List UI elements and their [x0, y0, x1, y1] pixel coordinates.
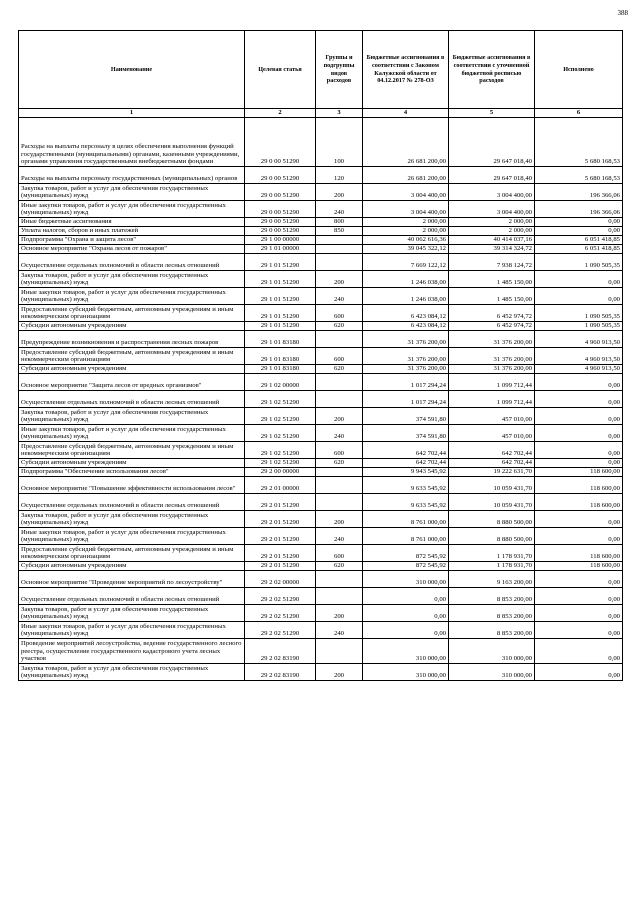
- row-group-code: [316, 236, 363, 245]
- row-executed-amount: 0,00: [535, 528, 623, 545]
- row-executed-amount: 0,00: [535, 664, 623, 681]
- row-target-code: 29 0 00 51290: [245, 218, 316, 227]
- row-group-code: [316, 477, 363, 494]
- row-target-code: 29 2 01 51290: [245, 562, 316, 571]
- row-executed-amount: 0,00: [535, 408, 623, 425]
- row-name: Осуществление отдельных полномочий в области лесных отношений: [19, 588, 245, 605]
- row-law-amount: 3 004 400,00: [363, 184, 449, 201]
- row-executed-amount: 4 960 913,50: [535, 365, 623, 374]
- row-executed-amount: 0,00: [535, 605, 623, 622]
- header-refined: Бюджетные ассигнования в соответствии с уточненной бюджетной росписью расходов: [449, 31, 535, 109]
- row-group-code: 600: [316, 545, 363, 562]
- row-group-code: 620: [316, 562, 363, 571]
- row-executed-amount: 196 366,06: [535, 184, 623, 201]
- row-group-code: 200: [316, 664, 363, 681]
- row-name: Предоставление субсидий бюджетным, автономным учреждениям и иным некоммерческим организациям: [19, 305, 245, 322]
- row-target-code: 29 1 02 00000: [245, 374, 316, 391]
- row-name: Закупка товаров, работ и услуг для обеспечения государственных (муниципальных) нужд: [19, 664, 245, 681]
- table-body: [19, 118, 623, 681]
- row-target-code: 29 1 01 00000: [245, 245, 316, 254]
- row-law-amount: 2 000,00: [363, 227, 449, 236]
- table-row: [19, 639, 623, 664]
- table-row: [19, 331, 623, 348]
- row-name: Осуществление отдельных полномочий в области лесных отношений: [19, 391, 245, 408]
- column-number: 2: [245, 109, 316, 118]
- row-executed-amount: 6 051 418,85: [535, 236, 623, 245]
- row-executed-amount: 0,00: [535, 571, 623, 588]
- row-refined-amount: 2 000,00: [449, 227, 535, 236]
- row-law-amount: 6 423 084,12: [363, 305, 449, 322]
- row-group-code: 240: [316, 622, 363, 639]
- table-row: [19, 271, 623, 288]
- row-target-code: 29 0 00 51290: [245, 227, 316, 236]
- row-group-code: 240: [316, 425, 363, 442]
- table-row: [19, 562, 623, 571]
- row-name: Иные закупки товаров, работ и услуг для обеспечения государственных (муниципальных) нужд: [19, 528, 245, 545]
- row-law-amount: 31 376 200,00: [363, 348, 449, 365]
- table-row: [19, 245, 623, 254]
- row-executed-amount: 1 090 505,35: [535, 322, 623, 331]
- row-name: Предоставление субсидий бюджетным, автономным учреждениям и иным некоммерческим организациям: [19, 348, 245, 365]
- row-group-code: [316, 245, 363, 254]
- row-name: Осуществление отдельных полномочий в области лесных отношений: [19, 494, 245, 511]
- row-law-amount: 1 017 294,24: [363, 391, 449, 408]
- row-executed-amount: 6 051 418,85: [535, 245, 623, 254]
- row-law-amount: 7 669 122,12: [363, 254, 449, 271]
- row-law-amount: 0,00: [363, 605, 449, 622]
- row-law-amount: 872 545,92: [363, 545, 449, 562]
- row-target-code: 29 0 00 51290: [245, 201, 316, 218]
- table-row: [19, 622, 623, 639]
- row-refined-amount: 1 178 931,70: [449, 562, 535, 571]
- row-executed-amount: 5 680 168,53: [535, 167, 623, 184]
- row-group-code: 600: [316, 305, 363, 322]
- row-law-amount: 1 017 294,24: [363, 374, 449, 391]
- row-law-amount: 642 702,44: [363, 459, 449, 468]
- row-refined-amount: 8 853 200,00: [449, 622, 535, 639]
- row-name: Закупка товаров, работ и услуг для обеспечения государственных (муниципальных) нужд: [19, 605, 245, 622]
- table-header: [19, 31, 623, 118]
- row-law-amount: 40 062 616,36: [363, 236, 449, 245]
- row-law-amount: 872 545,92: [363, 562, 449, 571]
- row-executed-amount: 118 600,00: [535, 545, 623, 562]
- table-row: [19, 477, 623, 494]
- row-name: Иные закупки товаров, работ и услуг для обеспечения государственных (муниципальных) нужд: [19, 425, 245, 442]
- row-law-amount: 310 000,00: [363, 571, 449, 588]
- row-target-code: 29 1 01 51290: [245, 305, 316, 322]
- row-executed-amount: 118 600,00: [535, 494, 623, 511]
- row-group-code: 200: [316, 408, 363, 425]
- row-group-code: 240: [316, 201, 363, 218]
- row-group-code: [316, 331, 363, 348]
- row-refined-amount: 1 178 931,70: [449, 545, 535, 562]
- table-row: [19, 391, 623, 408]
- row-law-amount: 8 761 000,00: [363, 528, 449, 545]
- row-name: Иные закупки товаров, работ и услуг для обеспечения государственных (муниципальных) нужд: [19, 201, 245, 218]
- row-name: Расходы на выплаты персоналу государственных (муниципальных) органов: [19, 167, 245, 184]
- row-target-code: 29 2 01 51290: [245, 545, 316, 562]
- row-executed-amount: 0,00: [535, 442, 623, 459]
- row-group-code: [316, 494, 363, 511]
- row-law-amount: 374 591,80: [363, 425, 449, 442]
- row-target-code: 29 2 00 00000: [245, 468, 316, 477]
- table-row: [19, 374, 623, 391]
- column-number-row: [19, 109, 623, 118]
- table-row: [19, 528, 623, 545]
- row-law-amount: 9 943 545,92: [363, 468, 449, 477]
- table-row: [19, 459, 623, 468]
- row-name: Субсидии автономным учреждениям: [19, 322, 245, 331]
- row-name: Иные закупки товаров, работ и услуг для обеспечения государственных (муниципальных) нужд: [19, 622, 245, 639]
- row-executed-amount: 118 600,00: [535, 562, 623, 571]
- table-row: [19, 236, 623, 245]
- table-row: [19, 218, 623, 227]
- row-refined-amount: 9 163 200,00: [449, 571, 535, 588]
- row-target-code: 29 1 02 51290: [245, 408, 316, 425]
- row-target-code: 29 1 01 83180: [245, 348, 316, 365]
- row-name: Основное мероприятие "Повышение эффективности использования лесов": [19, 477, 245, 494]
- table-row: [19, 664, 623, 681]
- row-group-code: 850: [316, 227, 363, 236]
- header-group: Группы и подгруппы видов расходов: [316, 31, 363, 109]
- row-group-code: [316, 254, 363, 271]
- row-refined-amount: 3 004 400,00: [449, 201, 535, 218]
- row-executed-amount: 0,00: [535, 227, 623, 236]
- row-refined-amount: 1 099 712,44: [449, 374, 535, 391]
- row-name: Предупреждение возникновения и распространения лесных пожаров: [19, 331, 245, 348]
- row-executed-amount: 4 960 913,50: [535, 348, 623, 365]
- table-row: [19, 184, 623, 201]
- table-row: [19, 468, 623, 477]
- row-target-code: 29 2 01 51290: [245, 528, 316, 545]
- row-law-amount: 0,00: [363, 588, 449, 605]
- header-law: Бюджетные ассигнования в соответствии с Законом Калужской области от 04.12.2017 № 278-ОЗ: [363, 31, 449, 109]
- table-row: [19, 442, 623, 459]
- row-law-amount: 1 246 038,00: [363, 288, 449, 305]
- row-group-code: 620: [316, 365, 363, 374]
- column-number: 6: [535, 109, 623, 118]
- page-number: 388: [617, 9, 628, 17]
- row-group-code: 200: [316, 511, 363, 528]
- row-group-code: [316, 374, 363, 391]
- table-row: [19, 425, 623, 442]
- row-law-amount: 310 000,00: [363, 639, 449, 664]
- row-name: Основное мероприятие "Проведение мероприятий по лесоустройству": [19, 571, 245, 588]
- row-refined-amount: 29 647 018,40: [449, 118, 535, 167]
- row-law-amount: 26 681 200,00: [363, 118, 449, 167]
- row-target-code: 29 2 02 51290: [245, 588, 316, 605]
- table-row: [19, 408, 623, 425]
- row-target-code: 29 2 01 00000: [245, 477, 316, 494]
- row-refined-amount: 1 485 150,00: [449, 288, 535, 305]
- column-number: 3: [316, 109, 363, 118]
- row-target-code: 29 1 02 51290: [245, 459, 316, 468]
- row-target-code: 29 1 01 51290: [245, 322, 316, 331]
- row-refined-amount: 8 880 500,00: [449, 528, 535, 545]
- row-target-code: 29 0 00 51290: [245, 184, 316, 201]
- row-law-amount: 1 246 038,00: [363, 271, 449, 288]
- row-target-code: 29 1 01 51290: [245, 288, 316, 305]
- row-refined-amount: 1 099 712,44: [449, 391, 535, 408]
- table-row: [19, 588, 623, 605]
- row-refined-amount: 2 000,00: [449, 218, 535, 227]
- row-executed-amount: 5 680 168,53: [535, 118, 623, 167]
- table-row: [19, 545, 623, 562]
- row-refined-amount: 6 452 974,72: [449, 322, 535, 331]
- row-group-code: 240: [316, 288, 363, 305]
- table-row: [19, 227, 623, 236]
- row-executed-amount: 0,00: [535, 459, 623, 468]
- row-name: Основное мероприятие "Защита лесов от вредных организмов": [19, 374, 245, 391]
- row-group-code: 600: [316, 442, 363, 459]
- column-number: 5: [449, 109, 535, 118]
- row-target-code: 29 1 01 51290: [245, 271, 316, 288]
- row-group-code: [316, 571, 363, 588]
- table-row: [19, 511, 623, 528]
- row-target-code: 29 2 02 83190: [245, 639, 316, 664]
- row-group-code: 620: [316, 322, 363, 331]
- row-refined-amount: 39 314 324,72: [449, 245, 535, 254]
- row-law-amount: 3 004 400,00: [363, 201, 449, 218]
- row-refined-amount: 6 452 974,72: [449, 305, 535, 322]
- row-target-code: 29 1 00 00000: [245, 236, 316, 245]
- table-row: [19, 167, 623, 184]
- row-executed-amount: 1 090 505,35: [535, 305, 623, 322]
- row-refined-amount: 8 880 500,00: [449, 511, 535, 528]
- row-executed-amount: 4 960 913,50: [535, 331, 623, 348]
- row-refined-amount: 310 000,00: [449, 639, 535, 664]
- row-refined-amount: 642 702,44: [449, 459, 535, 468]
- row-group-code: 120: [316, 167, 363, 184]
- row-law-amount: 9 633 545,92: [363, 477, 449, 494]
- row-executed-amount: 0,00: [535, 588, 623, 605]
- header-executed: Исполнено: [535, 31, 623, 109]
- row-name: Субсидии автономным учреждениям: [19, 562, 245, 571]
- row-law-amount: 8 761 000,00: [363, 511, 449, 528]
- row-group-code: 620: [316, 459, 363, 468]
- row-group-code: 200: [316, 605, 363, 622]
- row-name: Осуществление отдельных полномочий в области лесных отношений: [19, 254, 245, 271]
- table-row: [19, 605, 623, 622]
- row-name: Субсидии автономным учреждениям: [19, 459, 245, 468]
- row-refined-amount: 10 059 431,70: [449, 477, 535, 494]
- row-executed-amount: 0,00: [535, 511, 623, 528]
- table-row: [19, 118, 623, 167]
- row-refined-amount: 457 010,00: [449, 408, 535, 425]
- row-target-code: 29 1 01 83180: [245, 365, 316, 374]
- row-executed-amount: 0,00: [535, 271, 623, 288]
- table-row: [19, 365, 623, 374]
- table-row: [19, 348, 623, 365]
- row-group-code: 600: [316, 348, 363, 365]
- column-number: 4: [363, 109, 449, 118]
- row-refined-amount: 31 376 200,00: [449, 365, 535, 374]
- header-row: [19, 31, 623, 109]
- row-law-amount: 6 423 084,12: [363, 322, 449, 331]
- table-row: [19, 322, 623, 331]
- row-target-code: 29 1 02 51290: [245, 442, 316, 459]
- row-law-amount: 31 376 200,00: [363, 365, 449, 374]
- budget-table: [18, 30, 623, 681]
- row-refined-amount: 31 376 200,00: [449, 348, 535, 365]
- row-group-code: 240: [316, 528, 363, 545]
- row-name: Предоставление субсидий бюджетным, автономным учреждениям и иным некоммерческим организациям: [19, 545, 245, 562]
- row-executed-amount: 196 366,06: [535, 201, 623, 218]
- row-law-amount: 39 045 322,12: [363, 245, 449, 254]
- row-name: Подпрограмма "Охрана и защита лесов": [19, 236, 245, 245]
- row-name: Иные бюджетные ассигнования: [19, 218, 245, 227]
- row-name: Субсидии автономным учреждениям: [19, 365, 245, 374]
- row-refined-amount: 29 647 018,40: [449, 167, 535, 184]
- header-name: Наименование: [19, 31, 245, 109]
- row-executed-amount: 118 600,00: [535, 477, 623, 494]
- row-target-code: 29 2 02 00000: [245, 571, 316, 588]
- row-name: Уплата налогов, сборов и иных платежей: [19, 227, 245, 236]
- row-target-code: 29 2 01 51290: [245, 494, 316, 511]
- row-group-code: 100: [316, 118, 363, 167]
- row-target-code: 29 2 01 51290: [245, 511, 316, 528]
- table-row: [19, 201, 623, 218]
- row-target-code: 29 0 00 51290: [245, 167, 316, 184]
- row-refined-amount: 1 485 150,00: [449, 271, 535, 288]
- row-executed-amount: 118 600,00: [535, 468, 623, 477]
- row-executed-amount: 0,00: [535, 622, 623, 639]
- row-law-amount: 2 000,00: [363, 218, 449, 227]
- row-target-code: 29 1 01 51290: [245, 254, 316, 271]
- row-name: Закупка товаров, работ и услуг для обеспечения государственных (муниципальных) нужд: [19, 271, 245, 288]
- row-law-amount: 26 681 200,00: [363, 167, 449, 184]
- row-law-amount: 0,00: [363, 622, 449, 639]
- table-row: [19, 494, 623, 511]
- row-target-code: 29 1 02 51290: [245, 425, 316, 442]
- column-number: 1: [19, 109, 245, 118]
- row-law-amount: 31 376 200,00: [363, 331, 449, 348]
- row-target-code: 29 1 01 83180: [245, 331, 316, 348]
- row-law-amount: 310 000,00: [363, 664, 449, 681]
- row-refined-amount: 8 853 200,00: [449, 605, 535, 622]
- row-target-code: 29 1 02 51290: [245, 391, 316, 408]
- row-refined-amount: 40 414 037,16: [449, 236, 535, 245]
- row-name: Предоставление субсидий бюджетным, автономным учреждениям и иным некоммерческим организациям: [19, 442, 245, 459]
- row-executed-amount: 0,00: [535, 639, 623, 664]
- row-group-code: 800: [316, 218, 363, 227]
- row-group-code: [316, 468, 363, 477]
- row-refined-amount: 642 702,44: [449, 442, 535, 459]
- row-executed-amount: 1 090 505,35: [535, 254, 623, 271]
- table-row: [19, 571, 623, 588]
- row-executed-amount: 0,00: [535, 425, 623, 442]
- row-refined-amount: 457 010,00: [449, 425, 535, 442]
- row-name: Основное мероприятие "Охрана лесов от пожаров": [19, 245, 245, 254]
- row-law-amount: 374 591,80: [363, 408, 449, 425]
- row-target-code: 29 2 02 51290: [245, 605, 316, 622]
- table-row: [19, 254, 623, 271]
- row-group-code: 200: [316, 184, 363, 201]
- header-target: Целевая статья: [245, 31, 316, 109]
- row-refined-amount: 10 059 431,70: [449, 494, 535, 511]
- row-name: Закупка товаров, работ и услуг для обеспечения государственных (муниципальных) нужд: [19, 408, 245, 425]
- row-refined-amount: 3 004 400,00: [449, 184, 535, 201]
- row-refined-amount: 310 000,00: [449, 664, 535, 681]
- row-group-code: [316, 391, 363, 408]
- row-law-amount: 9 633 545,92: [363, 494, 449, 511]
- row-target-code: 29 2 02 51290: [245, 622, 316, 639]
- row-law-amount: 642 702,44: [363, 442, 449, 459]
- row-executed-amount: 0,00: [535, 374, 623, 391]
- row-group-code: [316, 588, 363, 605]
- row-refined-amount: 31 376 200,00: [449, 331, 535, 348]
- row-name: Закупка товаров, работ и услуг для обеспечения государственных (муниципальных) нужд: [19, 184, 245, 201]
- row-name: Закупка товаров, работ и услуг для обеспечения государственных (муниципальных) нужд: [19, 511, 245, 528]
- row-name: Подпрограмма "Обеспечение использования лесов": [19, 468, 245, 477]
- row-group-code: [316, 639, 363, 664]
- row-executed-amount: 0,00: [535, 218, 623, 227]
- row-refined-amount: 7 938 124,72: [449, 254, 535, 271]
- row-executed-amount: 0,00: [535, 391, 623, 408]
- row-name: Расходы на выплаты персоналу в целях обеспечения выполнения функций государственными (муниципальными) органами, казенными учреждениями, органами управления государственными внебюджетными фондами: [19, 118, 245, 167]
- row-executed-amount: 0,00: [535, 288, 623, 305]
- row-group-code: 200: [316, 271, 363, 288]
- row-target-code: 29 0 00 51290: [245, 118, 316, 167]
- table-row: [19, 288, 623, 305]
- row-refined-amount: 19 222 631,70: [449, 468, 535, 477]
- row-name: Проведение мероприятий лесоустройства, ведение государственного лесного реестра, осуществление государственного кадастрового учета лесных участков: [19, 639, 245, 664]
- row-refined-amount: 8 853 200,00: [449, 588, 535, 605]
- table-row: [19, 305, 623, 322]
- row-name: Иные закупки товаров, работ и услуг для обеспечения государственных (муниципальных) нужд: [19, 288, 245, 305]
- row-target-code: 29 2 02 83190: [245, 664, 316, 681]
